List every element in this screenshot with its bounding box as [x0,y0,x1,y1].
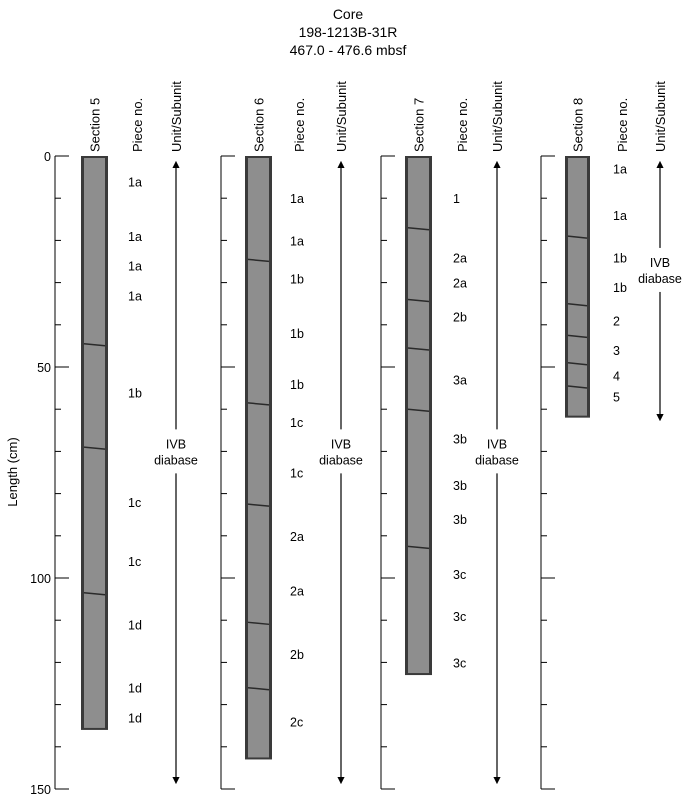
core-rock [568,158,587,416]
piece-number: 1b [290,377,304,392]
piece-number: 1a [128,289,142,304]
core-rock [248,158,269,757]
piece-number: 1d [128,618,142,633]
unit-subunit-header: Unit/Subunit [490,81,505,152]
piece-number: 2c [290,715,304,730]
piece-number: 1a [613,209,627,224]
unit-lithology: diabase [475,453,519,468]
piece-number: 2a [290,529,304,544]
piece-number: 3b [453,432,467,447]
section-label: Section 6 [251,97,267,152]
section-label: Section 8 [570,97,586,152]
piece-number: 1b [613,280,627,295]
piece-number: 3c [453,567,467,582]
core-title: Core [332,6,364,22]
piece-number: 1b [290,327,304,342]
unit-name: IVB [486,437,508,452]
piece-no-header: Piece no. [455,97,470,152]
piece-number: 2a [453,251,467,266]
piece-number: 1a [613,162,627,177]
piece-number: 4 [613,369,620,384]
piece-number: 2b [290,647,304,662]
piece-number: 3 [613,344,620,359]
svg-text:Length (cm): Length (cm) [5,437,20,507]
piece-number: 1c [128,555,142,570]
tick-label: 150 [30,783,51,797]
piece-number: 1c [290,466,304,481]
piece-number: 1a [290,192,304,207]
piece-number: 3a [453,373,467,388]
piece-number: 1a [128,175,142,190]
piece-no-header: Piece no. [615,97,630,152]
piece-number: 1b [613,251,627,266]
unit-subunit-header: Unit/Subunit [334,81,349,152]
unit-lithology: diabase [319,453,363,468]
core-rock [84,158,105,728]
tick-label: 50 [37,361,51,375]
piece-number: 2a [290,584,304,599]
piece-number: 1a [128,230,142,245]
unit-name: IVB [649,255,671,270]
unit-name: IVB [165,437,187,452]
piece-number: 1b [128,386,142,401]
piece-number: 1d [128,711,142,726]
section-label: Section 7 [411,97,427,152]
unit-lithology: diabase [638,271,682,286]
piece-number: 1b [290,272,304,287]
piece-number: 2b [453,310,467,325]
piece-number: 1c [128,496,142,511]
piece-no-header: Piece no. [130,97,145,152]
piece-number: 3c [453,656,467,671]
piece-number: 3c [453,609,467,624]
tick-label: 0 [44,150,51,164]
y-axis-label [5,437,20,506]
section-label: Section 5 [87,97,103,152]
piece-number: 3b [453,512,467,527]
unit-name: IVB [330,437,352,452]
piece-number: 2a [453,276,467,291]
piece-number: 3b [453,479,467,494]
unit-subunit-header: Unit/Subunit [169,81,184,152]
unit-subunit-header: Unit/Subunit [653,81,668,152]
piece-number: 5 [613,390,620,405]
core-rock [408,158,429,673]
piece-number: 1 [453,192,460,207]
hole-id: 198-1213B-31R [298,24,398,40]
piece-number: 1d [128,681,142,696]
piece-number: 1c [290,415,304,430]
unit-lithology: diabase [154,453,198,468]
piece-number: 1a [128,259,142,274]
piece-no-header: Piece no. [292,97,307,152]
piece-number: 2 [613,314,620,329]
depth-range: 467.0 - 476.6 mbsf [289,42,407,58]
piece-number: 1a [290,234,304,249]
tick-label: 100 [30,572,51,586]
